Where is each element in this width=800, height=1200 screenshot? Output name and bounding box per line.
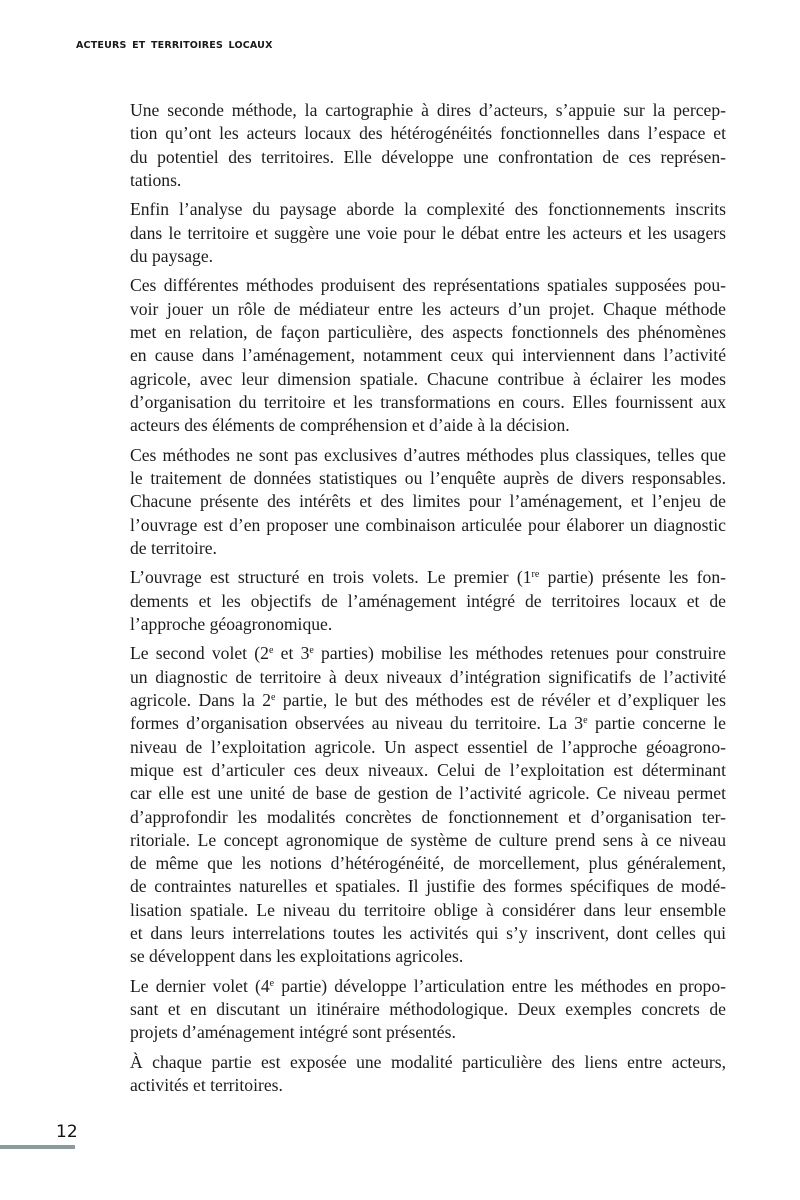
text-line: voir jouer un rôle de médiateur entre les acteurs d’un projet. Chaque méthode: [130, 298, 726, 319]
text-line: met en relation, de façon particulière, des aspects fonctionnels des phénomènes: [130, 322, 726, 343]
text-line: projets d’aménagement intégré sont présentés.: [130, 1022, 456, 1043]
text-line: d’organisation du territoire et les transformations en cours. Elles fournissent aux: [130, 391, 726, 412]
text-line: À chaque partie est exposée une modalité particulière des liens entre acteurs,: [130, 1051, 726, 1072]
text-line: du paysage.: [130, 245, 214, 266]
text-line: [130, 975, 726, 998]
text-line: Chacune présente des intérêts et des limites pour l’aménagement, et l’enjeu de: [130, 491, 726, 512]
text-run: partie, le but des méthodes est de révéler et d’expliquer les: [275, 690, 726, 711]
paragraph: [130, 642, 726, 968]
text-line: et dans leurs interrelations toutes les activités qui s’y inscrivent, dont celles qui: [130, 923, 726, 944]
text-line: l’approche géoagronomique.: [130, 613, 333, 634]
body-text: [130, 99, 726, 1104]
paragraph: [130, 99, 726, 192]
text-line: [130, 689, 726, 712]
text-line: mique est d’articuler ces deux niveaux. Celui de l’exploitation est déterminant: [130, 759, 726, 780]
text-run: et 3: [273, 643, 310, 664]
text-line: Une seconde méthode, la cartographie à dires d’acteurs, s’appuie sur la percep-: [130, 100, 726, 120]
ordinal-superscript: e: [268, 645, 274, 657]
paragraph: [130, 444, 726, 560]
text-line: l’ouvrage est d’en proposer une combinaison articulée pour élaborer un diagnostic: [130, 514, 726, 535]
text-line: dans le territoire et suggère une voie pour le débat entre les acteurs et les usagers: [130, 222, 726, 243]
ordinal-superscript: e: [309, 645, 314, 657]
ordinal-superscript: e: [583, 715, 588, 727]
text-line: de contraintes naturelles et spatiales. Il justifie des formes spécifiques de modé-: [130, 876, 726, 897]
text-line: Ces différentes méthodes produisent des représentations spatiales supposées pou-: [130, 275, 726, 296]
text-line: [130, 712, 726, 735]
text-line: acteurs des éléments de compréhension et d’aide à la décision.: [130, 415, 570, 436]
text-line: le traitement de données statistiques ou l’enquête auprès de divers responsables.: [130, 468, 726, 489]
text-run: agricole. Dans la 2: [130, 690, 271, 711]
paragraph: [130, 274, 726, 437]
text-line: sant et en discutant un itinéraire méthodologique. Deux exemples concrets de: [130, 999, 726, 1020]
text-line: [130, 642, 726, 665]
text-line: du potentiel des territoires. Elle développe une confrontation de ces représen-: [130, 146, 726, 167]
paragraph: [130, 1051, 726, 1098]
text-line: un diagnostic de territoire à deux niveaux d’intégration significatifs de l’activité: [130, 666, 726, 687]
text-line: dements et les objectifs de l’aménagement intégré de territoires locaux et de: [130, 590, 726, 611]
text-line: lisation spatiale. Le niveau du territoire oblige à considérer dans leur ensemble: [130, 899, 726, 920]
text-line: de même que les notions d’hétérogénéité, de morcellement, plus généralement,: [130, 853, 726, 874]
running-head: ACTEURS ET TERRITOIRES LOCAUX: [76, 40, 273, 51]
text-line: tion qu’ont les acteurs locaux des hétérogénéités fonctionnelles dans l’espace et: [130, 123, 726, 144]
text-run: Le dernier volet (4: [130, 975, 270, 996]
text-run: formes d’organisation observées au niveau du territoire. La 3: [130, 713, 584, 734]
paragraph: [130, 566, 726, 636]
text-line: ritoriale. Le concept agronomique de système de culture prend sens à ce niveau: [130, 829, 726, 850]
text-run: partie) présente les fon-: [539, 567, 726, 588]
text-line: activités et territoires.: [130, 1075, 283, 1096]
text-line: Ces méthodes ne sont pas exclusives d’autres méthodes plus classiques, telles que: [130, 444, 726, 465]
ordinal-superscript: e: [271, 692, 276, 704]
text-run: Le second volet (2: [130, 643, 269, 664]
text-line: niveau de l’exploitation agricole. Un aspect essentiel de l’approche géoagrono-: [130, 736, 726, 757]
text-run: parties) mobilise les méthodes retenues pour construire: [313, 643, 726, 664]
paragraph: [130, 198, 726, 268]
text-line: [130, 566, 726, 589]
text-run: partie) développe l’articulation entre les méthodes en propo-: [274, 975, 727, 996]
text-line: Enfin l’analyse du paysage aborde la complexité des fonctionnements inscrits: [130, 199, 726, 220]
text-line: car elle est une unité de base de gestion de l’activité agricole. Ce niveau permet: [130, 783, 726, 804]
text-line: en cause dans l’aménagement, notamment ceux qui interviennent dans l’activité: [130, 345, 726, 366]
ordinal-superscript: re: [531, 569, 540, 581]
text-run: L’ouvrage est structuré en trois volets. Le premier (1: [130, 567, 532, 588]
text-line: agricole, avec leur dimension spatiale. Chacune contribue à éclairer les modes: [130, 368, 726, 389]
text-line: d’approfondir les modalités concrètes de fonctionnement et d’organisation ter-: [130, 806, 726, 827]
text-line: se développent dans les exploitations agricoles.: [130, 946, 464, 967]
page-number: 12: [56, 1122, 78, 1142]
paragraph: [130, 975, 726, 1045]
text-line: tations.: [130, 169, 182, 190]
text-run: partie concerne le: [587, 713, 726, 734]
text-line: de territoire.: [130, 537, 217, 558]
page-number-rule: [0, 1145, 75, 1149]
ordinal-superscript: e: [269, 977, 275, 989]
